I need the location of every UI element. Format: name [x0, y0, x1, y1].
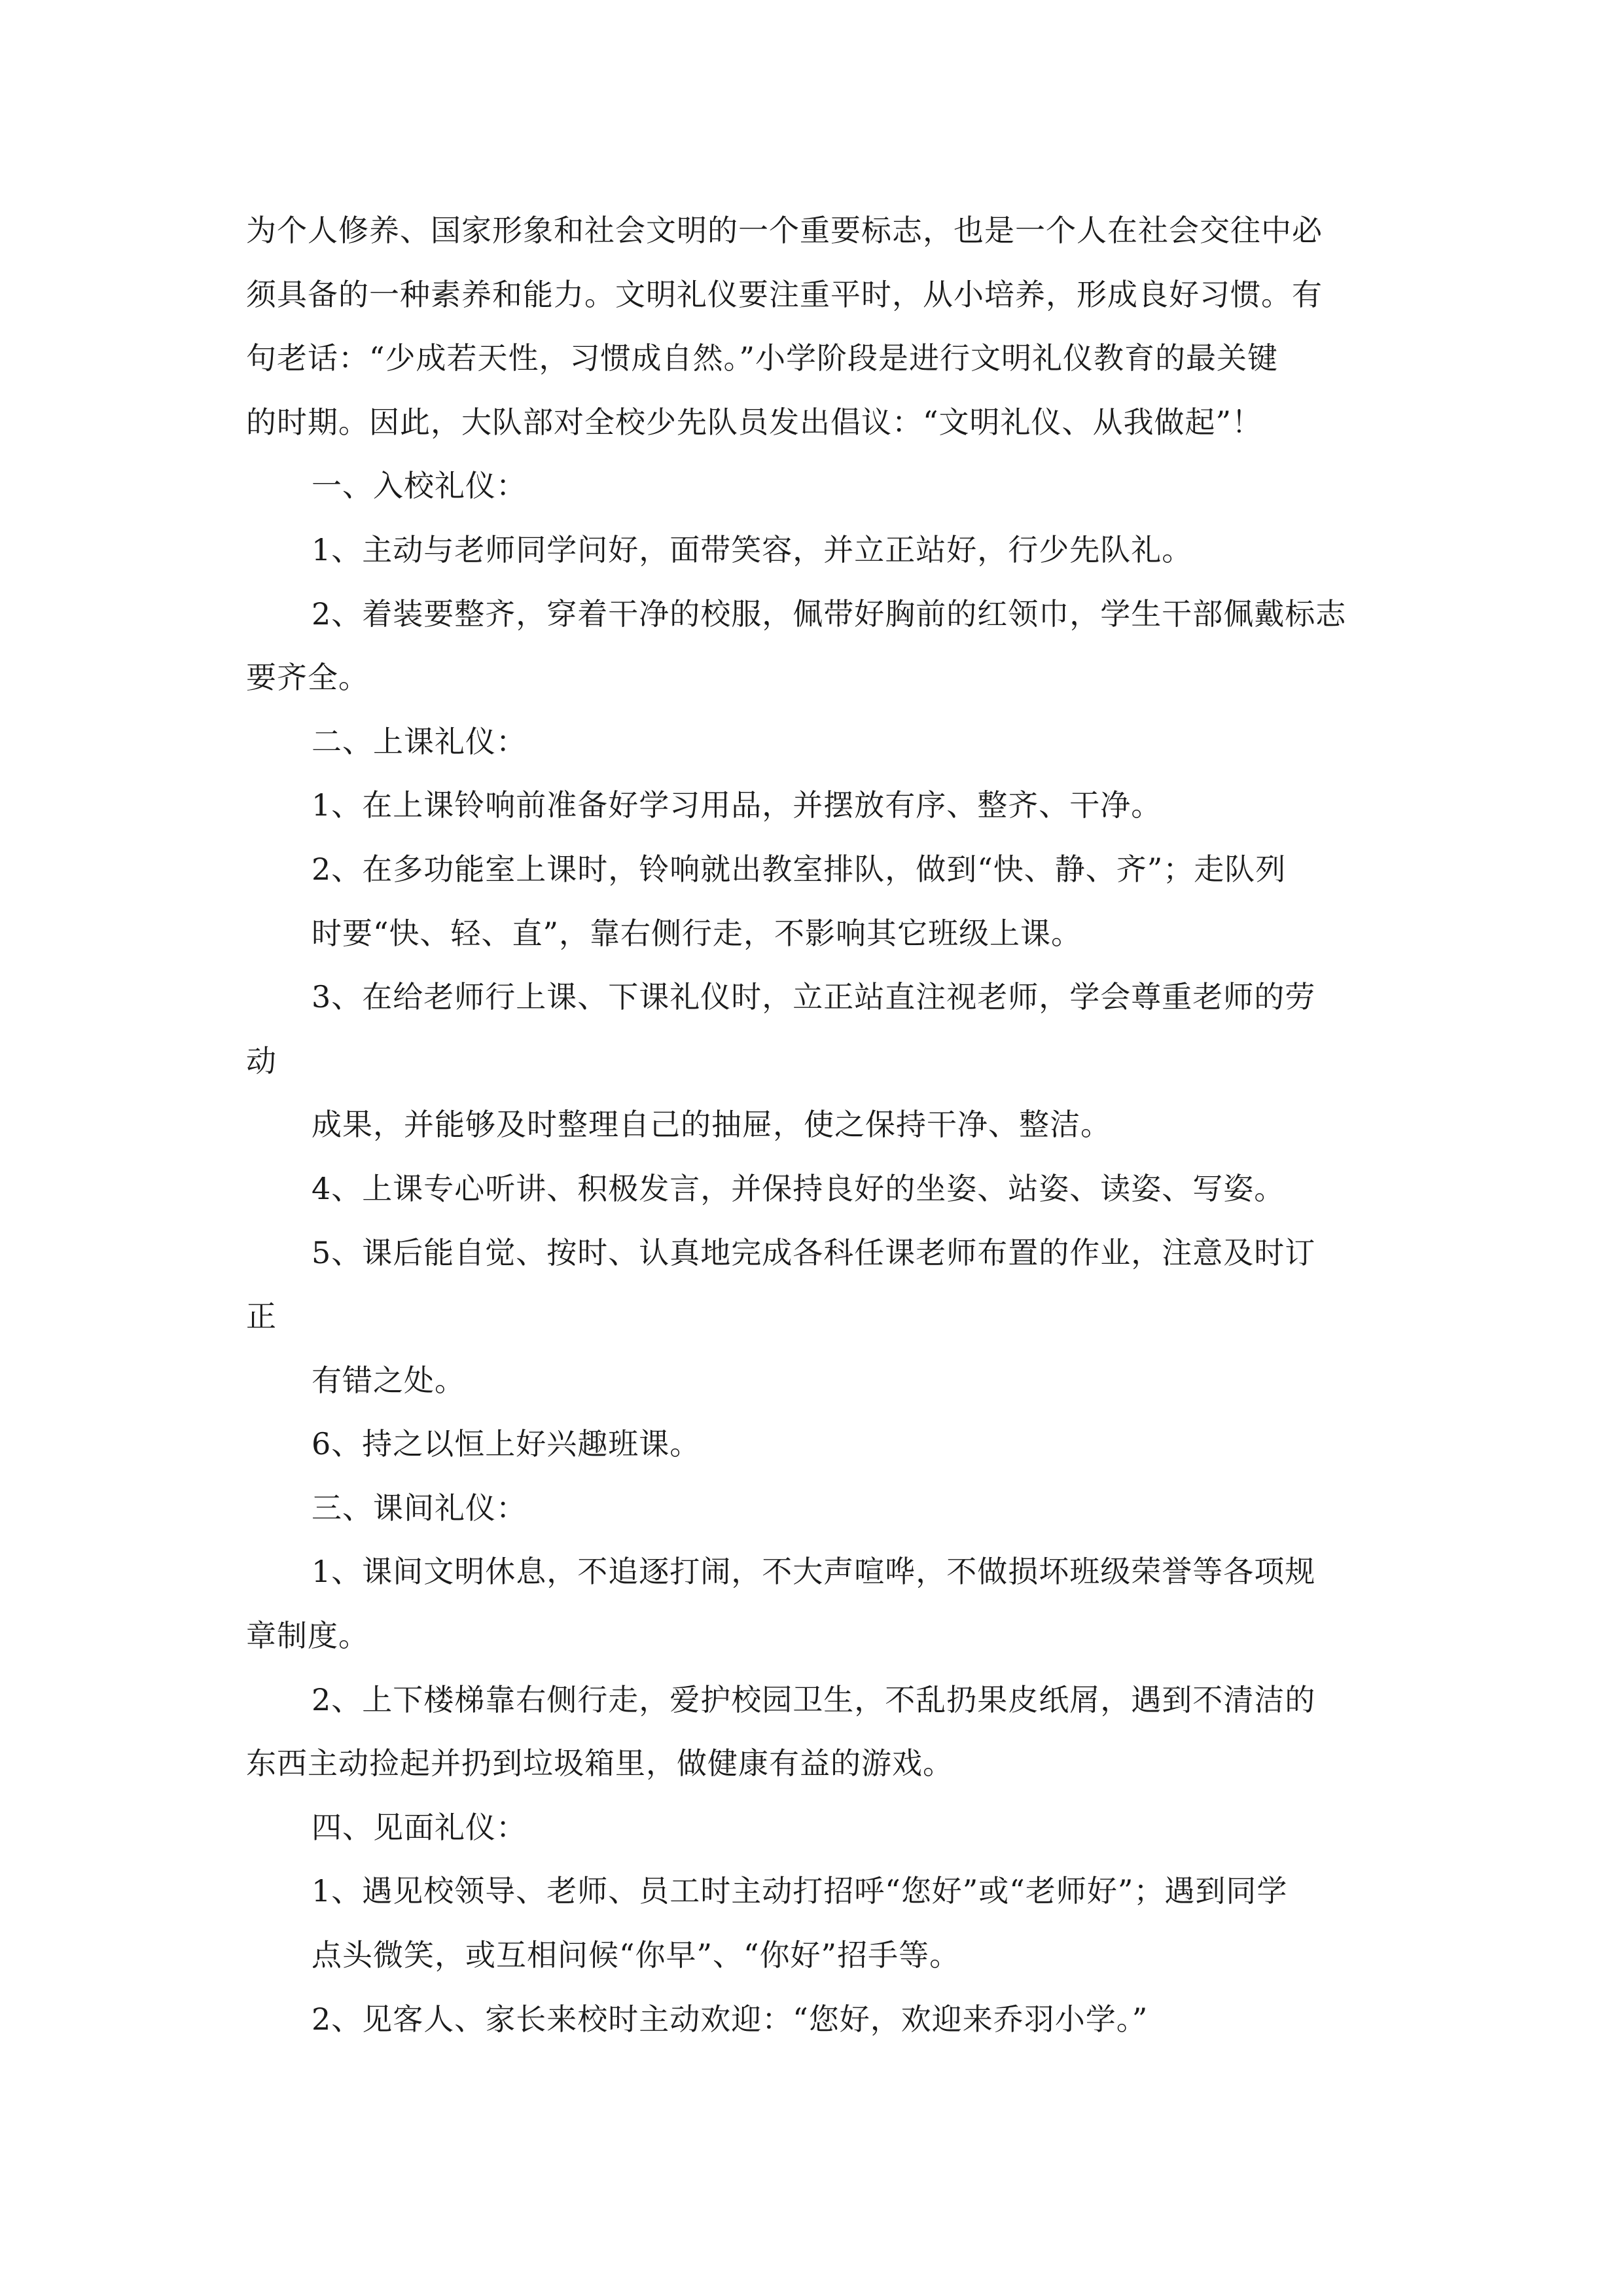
- text-line-15: 成果，并能够及时整理自己的抽屉，使之保持干净、整洁。: [312, 1107, 1111, 1143]
- text-line-03: 句老话：“少成若天性，习惯成自然。”小学阶段是进行文明礼仪教育的最关键: [246, 340, 1279, 376]
- text-line-06: 1、主动与老师同学问好，面带笑容，并立正站好，行少先队礼。: [312, 531, 1193, 567]
- text-line-13: 3、在给老师行上课、下课礼仪时，立正站直注视老师，学会尊重老师的劳: [312, 979, 1316, 1015]
- text-line-22: 1、课间文明休息，不追逐打闹，不大声喧哗，不做损坏班级荣誉等各项规: [312, 1554, 1316, 1590]
- text-line-29: 2、见客人、家长来校时主动欢迎：“您好，欢迎来乔羽小学。”: [312, 2001, 1149, 2037]
- text-line-24: 2、上下楼梯靠右侧行走，爱护校园卫生，不乱扔果皮纸屑，遇到不清洁的: [312, 1681, 1316, 1717]
- text-line-28: 点头微笑，或互相问候“你早”、“你好”招手等。: [312, 1937, 961, 1973]
- document-body: [246, 199, 1378, 2051]
- text-line-12: 时要“快、轻、直”，靠右侧行走，不影响其它班级上课。: [312, 915, 1082, 951]
- text-line-17: 5、课后能自觉、按时、认真地完成各科任课老师布置的作业，注意及时订: [312, 1234, 1316, 1270]
- text-line-07: 2、着装要整齐，穿着干净的校服，佩带好胸前的红领巾，学生干部佩戴标志: [312, 596, 1347, 632]
- text-line-20: 6、持之以恒上好兴趣班课。: [312, 1426, 701, 1462]
- text-line-11: 2、在多功能室上课时，铃响就出教室排队，做到“快、静、齐”；走队列: [312, 851, 1287, 887]
- text-line-27: 1、遇见校领导、老师、员工时主动打招呼“您好”或“老师好”；遇到同学: [312, 1873, 1288, 1909]
- section-heading-break: 三、课间礼仪：: [312, 1490, 527, 1526]
- text-line-14: 动: [246, 1043, 277, 1079]
- text-line-08: 要齐全。: [246, 660, 369, 696]
- text-line-18: 正: [246, 1299, 277, 1335]
- section-heading-meeting: 四、见面礼仪：: [312, 1809, 527, 1845]
- section-heading-entering-school: 一、入校礼仪：: [312, 468, 527, 504]
- text-line-04: 的时期。因此，大队部对全校少先队员发出倡议：“文明礼仪、从我做起”！: [246, 404, 1263, 440]
- text-line-02: 须具备的一种素养和能力。文明礼仪要注重平时，从小培养，形成良好习惯。有: [246, 276, 1323, 312]
- text-line-16: 4、上课专心听讲、积极发言，并保持良好的坐姿、站姿、读姿、写姿。: [312, 1170, 1285, 1206]
- text-line-01: 为个人修养、国家形象和社会文明的一个重要标志，也是一个人在社会交往中必: [246, 213, 1323, 248]
- text-line-10: 1、在上课铃响前准备好学习用品，并摆放有序、整齐、干净。: [312, 787, 1162, 823]
- section-heading-class: 二、上课礼仪：: [312, 723, 527, 759]
- text-line-19: 有错之处。: [312, 1362, 465, 1398]
- text-line-23: 章制度。: [246, 1618, 369, 1654]
- text-line-25: 东西主动捡起并扔到垃圾箱里，做健康有益的游戏。: [246, 1746, 954, 1782]
